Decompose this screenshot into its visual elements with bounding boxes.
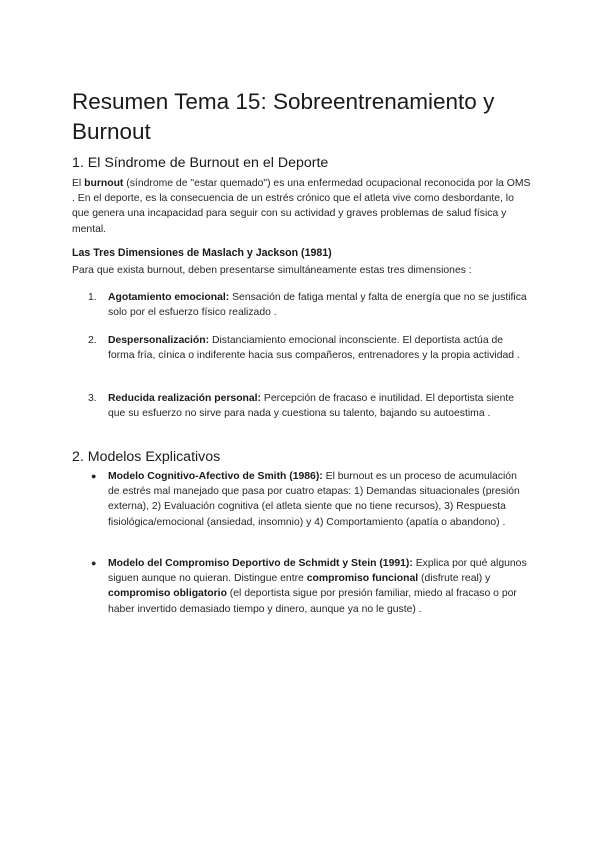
model-item-smith bbox=[108, 469, 528, 530]
model-item-schmidt-stein bbox=[108, 556, 528, 617]
dimension-item-3-text: Percepción de fracaso e inutilidad. El deportista siente que su esfuerzo no sirve para nada y cuestiona su talento, bajando su autoestima . bbox=[108, 393, 515, 420]
dimension-item-3 bbox=[108, 391, 528, 421]
list-marker-1: 1. bbox=[88, 292, 97, 303]
dimension-item-1 bbox=[108, 290, 528, 320]
dimension-item-1-title: Agotamiento emocional: bbox=[108, 292, 230, 303]
bullet-1: ● bbox=[91, 471, 97, 481]
dimension-item-2-title: Despersonalización: bbox=[108, 335, 210, 346]
model-smith-text: El burnout es un proceso de acumulación de estrés mal manejado que pasa por cuatro etapas: 1) Demandas situacionales (presión externa), 2) Evaluación cognitiva (el atleta siente que no tiene recursos), 3) Respuesta fisiológica/emocional (ansiedad, insomnio) y 4) Comportamiento (apatía o abandono) . bbox=[108, 471, 520, 528]
section-heading-burnout: 1. El Síndrome de Burnout en el Deporte bbox=[72, 155, 329, 171]
dimensions-lead: Para que exista burnout, deben presentarse simultáneamente estas tres dimensiones : bbox=[72, 265, 472, 276]
model-schmidt-term-functional: compromiso funcional bbox=[306, 573, 419, 585]
dimension-item-2 bbox=[108, 333, 528, 363]
model-smith-title: Modelo Cognitivo-Afectivo de Smith (1986): bbox=[108, 471, 323, 482]
intro-text-pre: El bbox=[72, 178, 85, 189]
intro-text-post: (síndrome de "estar quemado") es una enfermedad ocupacional reconocida por la OMS . En el deporte, es la consecuencia de un estrés crónico que el atleta vive como desbordante, lo que genera una incapacidad para seguir con su actividad y graves problemas de salud física y mental. bbox=[72, 178, 531, 235]
page-title: Resumen Tema 15: Sobreentrenamiento y Burnout bbox=[72, 89, 495, 144]
intro-paragraph bbox=[72, 176, 532, 237]
model-schmidt-text-1: Explica por qué algunos siguen aunque no quieran. Distingue entre bbox=[108, 558, 527, 585]
model-schmidt-title: Modelo del Compromiso Deportivo de Schmidt y Stein (1991): bbox=[108, 558, 413, 569]
dimension-item-3-title: Reducida realización personal: bbox=[108, 393, 262, 404]
model-schmidt-text-2: (disfrute real) y bbox=[418, 573, 491, 585]
model-schmidt-term-obligatory: compromiso obligatorio bbox=[108, 588, 227, 600]
dimension-item-2-text: Distanciamiento emocional inconsciente. El deportista actúa de forma fría, cínica o indiferente hacia sus compañeros, entrenadores y la propia actividad . bbox=[108, 335, 520, 362]
section-heading-models: 2. Modelos Explicativos bbox=[72, 449, 221, 465]
subheading-dimensions: Las Tres Dimensiones de Maslach y Jackson (1981) bbox=[72, 247, 332, 259]
list-marker-3: 3. bbox=[88, 393, 97, 404]
model-schmidt-text-3: (el deportista sigue por presión familiar, miedo al fracaso o por haber invertido demasiado tiempo y dinero, aunque ya no le guste) . bbox=[108, 588, 517, 615]
bullet-2: ● bbox=[91, 558, 97, 568]
intro-term-burnout: burnout bbox=[84, 178, 124, 189]
dimension-item-1-text: Sensación de fatiga mental y falta de energía que no se justifica solo por el esfuerzo físico realizado . bbox=[108, 292, 527, 319]
list-marker-2: 2. bbox=[88, 335, 97, 346]
